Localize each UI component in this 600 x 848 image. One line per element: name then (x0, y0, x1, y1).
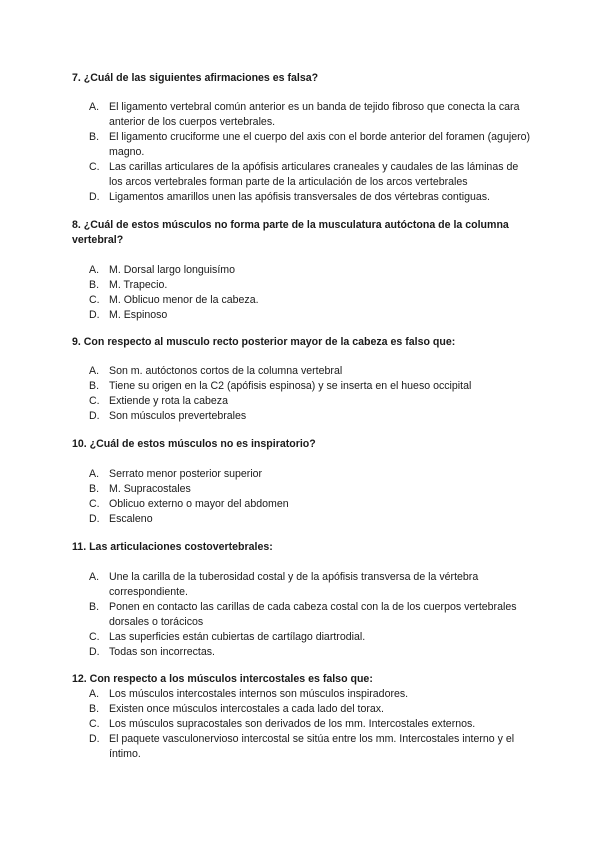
option-list (72, 687, 532, 762)
option-letter: A. (89, 365, 100, 377)
option-list (72, 467, 532, 527)
option-item (72, 482, 532, 497)
option-item (72, 379, 532, 394)
option-text: Tiene su origen en la C2 (apófisis espinosa) y se inserta en el hueso occipital (109, 380, 472, 392)
question-title: 12. Con respecto a los músculos intercostales es falso que: (72, 673, 373, 685)
option-text: El ligamento cruciforme une el cuerpo del axis con el borde anterior del foramen (agujero) magno. (109, 131, 531, 158)
option-letter: D. (89, 309, 100, 321)
option-letter: A. (89, 688, 100, 700)
option-letter: A. (89, 101, 100, 113)
option-letter: C. (89, 294, 100, 306)
option-letter: B. (89, 380, 100, 392)
option-letter: D. (89, 733, 100, 745)
question-12 (72, 672, 532, 762)
option-item (72, 645, 532, 660)
question-title: 9. Con respecto al musculo recto posterior mayor de la cabeza es falso que: (72, 336, 456, 348)
question-title: 11. Las articulaciones costovertebrales: (72, 541, 273, 553)
option-letter: D. (89, 646, 100, 658)
option-text: Las superficies están cubiertas de cartílago diartrodial. (109, 631, 366, 643)
option-item (72, 293, 532, 308)
option-list (72, 364, 532, 424)
option-text: El ligamento vertebral común anterior es un banda de tejido fibroso que conecta la cara anterior de los cuerpos vertebrales. (109, 101, 520, 128)
option-item (72, 732, 532, 762)
option-letter: C. (89, 718, 100, 730)
option-letter: C. (89, 161, 100, 173)
option-letter: C. (89, 395, 100, 407)
option-item (72, 100, 532, 130)
option-text: M. Supracostales (109, 483, 191, 495)
option-letter: B. (89, 131, 100, 143)
question-9 (72, 335, 532, 424)
option-text: M. Trapecio. (109, 279, 168, 291)
question-title: 7. ¿Cuál de las siguientes afirmaciones es falsa? (72, 72, 319, 84)
question-10 (72, 437, 532, 527)
option-item (72, 394, 532, 409)
option-letter: D. (89, 191, 100, 203)
option-text: Todas son incorrectas. (109, 646, 215, 658)
option-item (72, 263, 532, 278)
option-text: Ligamentos amarillos unen las apófisis transversales de dos vértebras contiguas. (109, 191, 490, 203)
option-item (72, 130, 532, 160)
option-text: El paquete vasculonervioso intercostal se sitúa entre los mm. Intercostales interno y el íntimo. (109, 733, 515, 760)
option-item (72, 364, 532, 379)
option-letter: A. (89, 468, 100, 480)
option-text: Existen once músculos intercostales a cada lado del torax. (109, 703, 384, 715)
option-text: Extiende y rota la cabeza (109, 395, 228, 407)
option-text: Escaleno (109, 513, 153, 525)
option-text: Las carillas articulares de la apófisis articulares craneales y caudales de las láminas de los arcos vertebrales forman parte de la articulación de los arcos vertebrales (109, 161, 519, 188)
option-item (72, 467, 532, 482)
option-item (72, 687, 532, 702)
option-text: M. Oblicuo menor de la cabeza. (109, 294, 259, 306)
option-letter: A. (89, 571, 100, 583)
question-8 (72, 218, 532, 323)
option-text: Oblicuo externo o mayor del abdomen (109, 498, 289, 510)
option-item (72, 497, 532, 512)
question-title: 8. ¿Cuál de estos músculos no forma parte de la musculatura autóctona de la columna vertebral? (72, 219, 509, 246)
option-item (72, 278, 532, 293)
option-item (72, 190, 532, 205)
option-list (72, 100, 532, 205)
option-text: Une la carilla de la tuberosidad costal y de la apófisis transversa de la vértebra correspondiente. (109, 571, 479, 598)
option-letter: A. (89, 264, 100, 276)
option-item (72, 512, 532, 527)
option-text: Son m. autóctonos cortos de la columna vertebral (109, 365, 343, 377)
question-7 (72, 71, 532, 205)
option-letter: B. (89, 601, 100, 613)
question-11 (72, 540, 532, 660)
option-list (72, 570, 532, 660)
option-list (72, 263, 532, 323)
option-letter: C. (89, 631, 100, 643)
option-letter: C. (89, 498, 100, 510)
option-letter: B. (89, 703, 100, 715)
option-item (72, 409, 532, 424)
option-letter: B. (89, 483, 100, 495)
option-text: Son músculos prevertebrales (109, 410, 247, 422)
option-letter: D. (89, 410, 100, 422)
option-letter: D. (89, 513, 100, 525)
question-title: 10. ¿Cuál de estos músculos no es inspiratorio? (72, 438, 316, 450)
option-text: M. Dorsal largo longuisímo (109, 264, 235, 276)
option-item (72, 570, 532, 600)
option-item (72, 717, 532, 732)
option-text: Ponen en contacto las carillas de cada cabeza costal con la de los cuerpos vertebrales dorsales o torácicos (109, 601, 517, 628)
option-item (72, 600, 532, 630)
option-text: M. Espinoso (109, 309, 168, 321)
option-letter: B. (89, 279, 100, 291)
option-item (72, 160, 532, 190)
option-text: Los músculos supracostales son derivados de los mm. Intercostales externos. (109, 718, 476, 730)
option-item (72, 308, 532, 323)
option-item (72, 702, 532, 717)
option-text: Serrato menor posterior superior (109, 468, 263, 480)
option-text: Los músculos intercostales internos son músculos inspiradores. (109, 688, 409, 700)
option-item (72, 630, 532, 645)
